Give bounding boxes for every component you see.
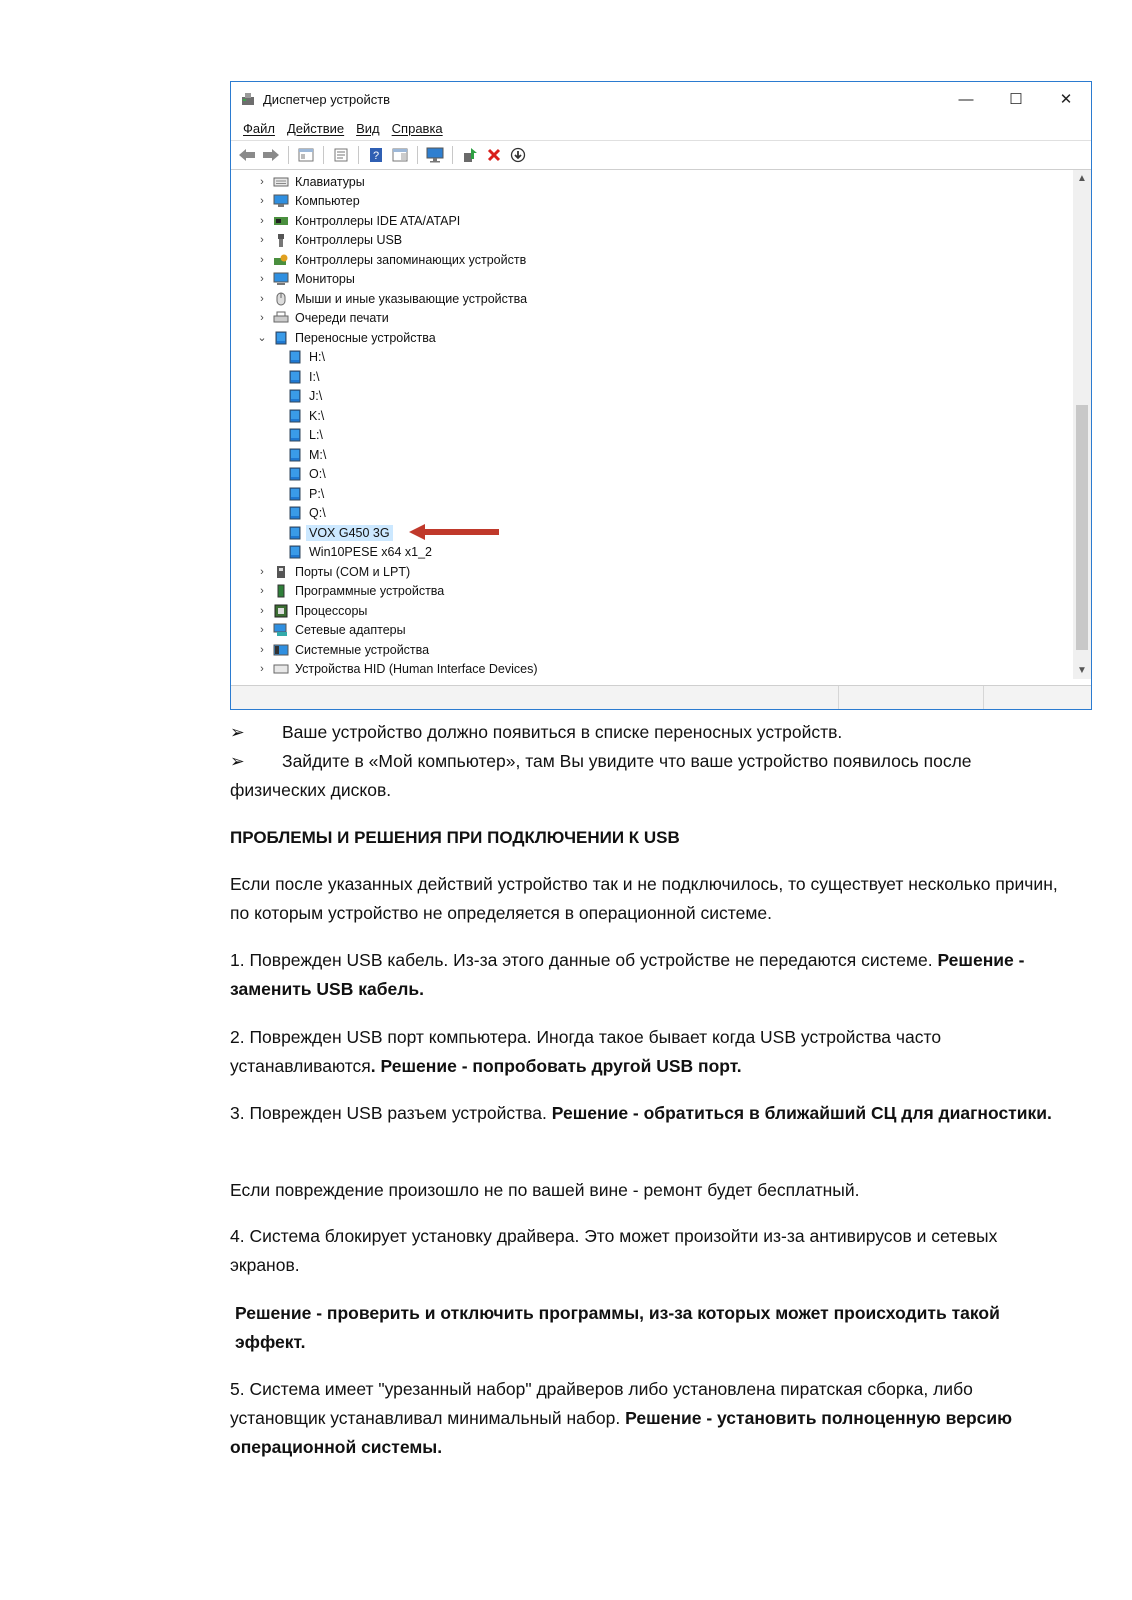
svg-text:?: ? — [372, 150, 380, 162]
tree-label: Компьютер — [295, 194, 360, 208]
menu-help[interactable]: Справка — [391, 120, 443, 136]
menu-bar — [231, 116, 1091, 140]
bullet-arrow-icon: ➢ — [230, 751, 245, 771]
portable-device-icon — [287, 467, 303, 481]
help-button[interactable] — [366, 145, 386, 165]
chevron-right-icon[interactable]: › — [260, 312, 264, 324]
tree-device[interactable] — [283, 348, 325, 367]
tree-category[interactable] — [255, 328, 436, 347]
mouse-icon — [273, 292, 289, 306]
port-icon — [273, 565, 289, 579]
portable-device-icon — [287, 389, 303, 403]
action-pane-button[interactable] — [390, 145, 410, 165]
problem-item-5 — [230, 1375, 1070, 1462]
chevron-right-icon[interactable]: › — [260, 585, 264, 597]
portable-device-icon — [287, 448, 303, 462]
tree-category[interactable] — [255, 562, 410, 581]
tree-label: Очереди печати — [295, 311, 389, 325]
status-segment — [983, 686, 1094, 709]
chevron-right-icon[interactable]: › — [260, 273, 264, 285]
update-driver-icon — [462, 147, 478, 163]
tree-label: M:\ — [309, 447, 327, 462]
forward-button[interactable] — [261, 145, 281, 165]
tree-device[interactable] — [283, 543, 432, 562]
toolbar-separator — [452, 146, 453, 164]
status-bar — [231, 685, 1091, 709]
note-paragraph: Если повреждение произошло не по вашей вине - ремонт будет бесплатный. — [230, 1180, 860, 1200]
tree-label: P:\ — [309, 486, 325, 501]
tree-label: VOX G450 3G — [306, 525, 393, 541]
vertical-scrollbar[interactable] — [1073, 170, 1091, 679]
portable-device-icon — [287, 428, 303, 442]
maximize-icon: ☐ — [1009, 91, 1023, 108]
tree-label: L:\ — [309, 428, 323, 442]
tree-label: Переносные устройства — [295, 330, 436, 345]
monitor-scan-icon — [426, 147, 444, 163]
system-device-icon — [273, 643, 289, 657]
problem-item-2 — [230, 1023, 1070, 1081]
chevron-right-icon[interactable]: › — [260, 624, 264, 636]
tree-device[interactable] — [283, 387, 322, 406]
tree-category[interactable] — [255, 601, 367, 620]
uninstall-x-icon — [487, 148, 501, 162]
minimize-button[interactable] — [941, 82, 991, 116]
problem-text: 2. Поврежден USB порт компьютера. Иногда такое бывает когда USB устройства часто устанавливаются — [230, 1027, 942, 1076]
uninstall-device-button[interactable] — [484, 145, 504, 165]
chevron-right-icon[interactable]: › — [260, 195, 264, 207]
close-button[interactable] — [1041, 82, 1091, 116]
solution-text: . Решение - попробовать другой USB порт. — [370, 1056, 742, 1076]
status-segment — [838, 686, 984, 709]
tree-device[interactable] — [283, 426, 323, 445]
tree-category[interactable] — [255, 231, 402, 250]
scroll-thumb[interactable] — [1076, 405, 1088, 650]
tree-label: Клавиатуры — [295, 174, 365, 189]
tree-device[interactable] — [283, 406, 324, 425]
hid-icon — [273, 662, 289, 676]
tree-category[interactable] — [255, 582, 444, 601]
tree-label: Мыши и иные указывающие устройства — [295, 291, 528, 306]
tree-label: Процессоры — [295, 603, 368, 618]
portable-device-icon — [287, 526, 303, 540]
download-circle-icon — [510, 147, 526, 163]
help-icon — [369, 147, 383, 163]
toolbar-separator — [358, 146, 359, 164]
processor-icon — [273, 604, 289, 618]
usb-icon — [273, 233, 289, 247]
tree-category[interactable] — [255, 270, 355, 289]
console-tree-icon — [298, 148, 314, 162]
title-bar — [231, 82, 1091, 116]
portable-device-icon — [287, 545, 303, 559]
tree-label: O:\ — [309, 467, 326, 481]
tree-category[interactable] — [255, 640, 429, 659]
update-driver-button[interactable] — [460, 145, 480, 165]
back-button[interactable] — [237, 145, 257, 165]
toolbar — [231, 140, 1091, 170]
bullet-text: Ваше устройство должно появиться в списке переносных устройств. — [282, 722, 843, 742]
tree-label: I:\ — [309, 369, 320, 384]
tree-category[interactable] — [255, 250, 526, 269]
tree-label: K:\ — [309, 408, 325, 423]
tree-label: Системные устройства — [295, 642, 430, 657]
printer-icon — [273, 311, 289, 325]
solution-item-4 — [230, 1299, 1070, 1357]
forward-arrow-icon — [262, 148, 280, 162]
intro-paragraph: Если после указанных действий устройство так и не подключилось, то существует несколько причин, по которым устройство не определяется в операционной системе. — [230, 874, 1058, 923]
properties-icon — [333, 148, 349, 162]
back-arrow-icon — [238, 148, 256, 162]
chevron-down-icon[interactable]: ⌄ — [257, 332, 267, 344]
storage-controller-icon — [273, 253, 289, 267]
annotation-arrow — [407, 522, 502, 542]
tree-label: Устройства HID (Human Interface Devices) — [295, 662, 538, 676]
action-pane-icon — [392, 148, 408, 162]
chevron-right-icon[interactable]: › — [260, 214, 264, 227]
tree-device[interactable] — [283, 465, 326, 484]
problem-text: 5. Система имеет "урезанный набор" драйверов либо установлена пиратская сборка, либо установщик устанавливал минимальный набор. — [230, 1379, 973, 1428]
minimize-icon: — — [958, 90, 974, 108]
chevron-right-icon[interactable]: › — [260, 234, 264, 246]
tree-label: Контроллеры IDE ATA/ATAPI — [295, 213, 461, 228]
tree-label: Мониторы — [295, 272, 355, 286]
tree-device[interactable] — [283, 523, 393, 542]
problem-item-1 — [230, 946, 1070, 1004]
keyboard-icon — [273, 175, 289, 189]
portable-device-icon — [287, 506, 303, 520]
properties-button[interactable] — [331, 145, 351, 165]
menu-action[interactable]: Действие — [286, 120, 345, 136]
tree-category[interactable] — [255, 289, 527, 308]
network-adapter-icon — [273, 623, 289, 637]
tree-label: J:\ — [309, 389, 323, 403]
solution-text: Решение - обратиться в ближайший СЦ для диагностики. — [551, 1103, 1052, 1123]
maximize-button[interactable] — [991, 82, 1041, 116]
chevron-right-icon[interactable]: › — [260, 643, 264, 656]
chevron-right-icon[interactable]: › — [260, 292, 264, 305]
solution-text: Решение - заменить USB кабель. — [230, 950, 1025, 999]
chevron-right-icon[interactable]: › — [260, 604, 264, 617]
scroll-up-icon[interactable]: ▲ — [1077, 173, 1087, 184]
scan-hardware-button[interactable] — [425, 145, 445, 165]
problem-text: 1. Поврежден USB кабель. Из-за этого данные об устройстве не передаются системе. — [230, 950, 938, 970]
portable-device-icon — [287, 487, 303, 501]
toolbar-separator — [323, 146, 324, 164]
chevron-right-icon[interactable]: › — [260, 175, 264, 188]
tree-device[interactable] — [283, 367, 319, 386]
tree-device[interactable] — [283, 484, 324, 503]
menu-view[interactable]: Вид — [356, 120, 380, 136]
tree-label: Программные устройства — [295, 584, 445, 598]
bullet-arrow-icon: ➢ — [230, 722, 245, 742]
show-hide-console-tree-button[interactable] — [296, 145, 316, 165]
problem-text: 3. Поврежден USB разъем устройства. — [230, 1103, 552, 1123]
enable-device-button[interactable] — [508, 145, 528, 165]
device-manager-icon — [241, 92, 255, 106]
tree-label: Q:\ — [309, 506, 326, 520]
computer-icon — [273, 194, 289, 208]
bullet-continuation: физических дисков. — [230, 780, 392, 800]
portable-device-icon — [287, 370, 303, 384]
tree-category[interactable] — [255, 211, 460, 230]
chevron-right-icon[interactable]: › — [260, 663, 264, 675]
tree-category[interactable] — [255, 309, 389, 328]
device-tree — [231, 170, 1073, 679]
tree-label: Win10PESE x64 x1_2 — [309, 545, 432, 559]
tree-label: H:\ — [309, 350, 325, 364]
monitor-icon — [273, 272, 289, 286]
tree-category[interactable] — [255, 660, 538, 679]
scroll-down-icon[interactable]: ▼ — [1077, 665, 1087, 676]
tree-category[interactable] — [255, 621, 406, 640]
chevron-right-icon[interactable]: › — [260, 565, 264, 578]
close-icon: ✕ — [1059, 91, 1073, 108]
menu-file[interactable]: Файл — [243, 120, 275, 136]
chevron-right-icon[interactable]: › — [260, 253, 264, 266]
tree-category[interactable] — [255, 192, 360, 211]
problem-item-3 — [230, 1099, 1070, 1128]
portable-device-icon — [287, 409, 303, 423]
problem-item-4: 4. Система блокирует установку драйвера. Это может произойти из-за антивирусов и сетевых экранов. — [230, 1226, 998, 1275]
tree-label: Контроллеры USB — [295, 233, 403, 247]
ide-controller-icon — [273, 214, 289, 228]
tree-label: Сетевые адаптеры — [295, 623, 406, 637]
tree-label: Порты (COM и LPT) — [295, 564, 411, 579]
portable-device-icon — [273, 331, 289, 345]
section-heading: ПРОБЛЕМЫ И РЕШЕНИЯ ПРИ ПОДКЛЮЧЕНИИ К USB — [230, 828, 680, 847]
tree-label: Контроллеры запоминающих устройств — [295, 252, 527, 267]
toolbar-separator — [288, 146, 289, 164]
tree-device[interactable] — [283, 504, 326, 523]
window-title: Диспетчер устройств — [263, 91, 391, 107]
device-manager-window — [230, 81, 1092, 710]
software-device-icon — [273, 584, 289, 598]
bullet-text: Зайдите в «Мой компьютер», там Вы увидите что ваше устройство появилось после — [282, 751, 972, 771]
portable-device-icon — [287, 350, 303, 364]
tree-category[interactable] — [255, 172, 365, 191]
tree-device[interactable] — [283, 445, 326, 464]
toolbar-separator — [417, 146, 418, 164]
solution-text: Решение - проверить и отключить программы, из-за которых может происходить такой эффект. — [235, 1303, 1000, 1352]
solution-text: Решение - установить полноценную версию операционной системы. — [230, 1408, 1013, 1457]
